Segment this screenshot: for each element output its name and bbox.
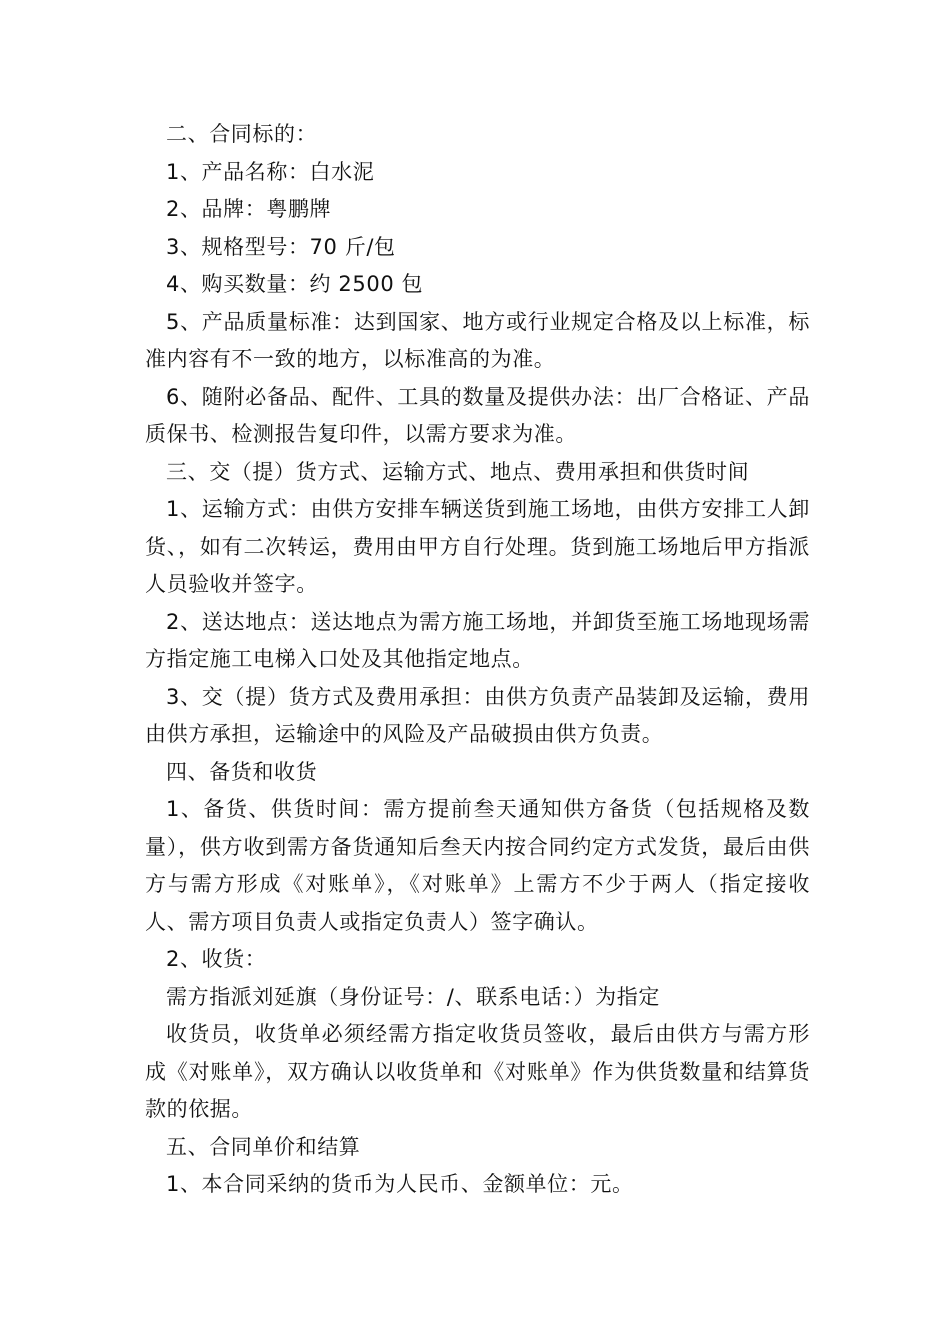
section-heading-stock-receipt: 四、备货和收货 [166,759,318,784]
clause-delivery-cost: 3、交（提）货方式及费用承担：由供方负责产品装卸及运输，费用由供方承担，运输途中的风险及产品破损由供方负责。 [145,684,810,746]
clause-quality-standard: 5、产品质量标准：达到国家、地方或行业规定合格及以上标准，标准内容有不一致的地方，以标准高的为准。 [145,309,810,371]
section-heading-price-settlement: 五、合同单价和结算 [166,1134,361,1159]
clause-receipt: 2、收货： [166,947,267,971]
clause-receiver-duties: 收货员，收货单必须经需方指定收货员签收，最后由供方与需方形成《对账单》，双方确认以收货单和《对账单》作为供货数量和结算货款的依据。 [145,1022,810,1121]
section-heading-delivery: 三、交（提）货方式、运输方式、地点、费用承担和供货时间 [166,459,750,484]
clause-accessories: 6、随附必备品、配件、工具的数量及提供办法：出厂合格证、产品质保书、检测报告复印件，以需方要求为准。 [145,384,810,446]
clause-stock-time: 1、备货、供货时间：需方提前叁天通知供方备货（包括规格及数量），供方收到需方备货通知后叁天内按合同约定方式发货，最后由供方与需方形成《对账单》，《对账单》上需方不少于两人（指定接收人、需方项目负责人或指定负责人）签字确认。 [145,797,810,934]
clause-quantity: 4、购买数量：约 2500 包 [166,272,424,296]
clause-transport-method: 1、运输方式：由供方安排车辆送货到施工场地，由供方安排工人卸货、，如有二次转运，费用由甲方自行处理。货到施工场地后甲方指派人员验收并签字。 [145,497,810,596]
clause-specification: 3、规格型号：70 斤/包 [166,234,396,259]
document-body [145,116,810,1204]
clause-product-name: 1、产品名称：白水泥 [166,159,375,184]
clause-brand: 2、品牌：粤鹏牌 [166,197,332,221]
clause-receiver-assignment: 需方指派刘延旗（身份证号：/、联系电话：）为指定 [166,984,660,1009]
clause-delivery-location: 2、送达地点：送达地点为需方施工场地，并卸货至施工场地现场需方指定施工电梯入口处及其他指定地点。 [145,609,810,671]
clause-currency: 1、本合同采纳的货币为人民币、金额单位：元。 [166,1172,634,1196]
section-heading-contract-subject: 二、合同标的： [166,122,318,146]
